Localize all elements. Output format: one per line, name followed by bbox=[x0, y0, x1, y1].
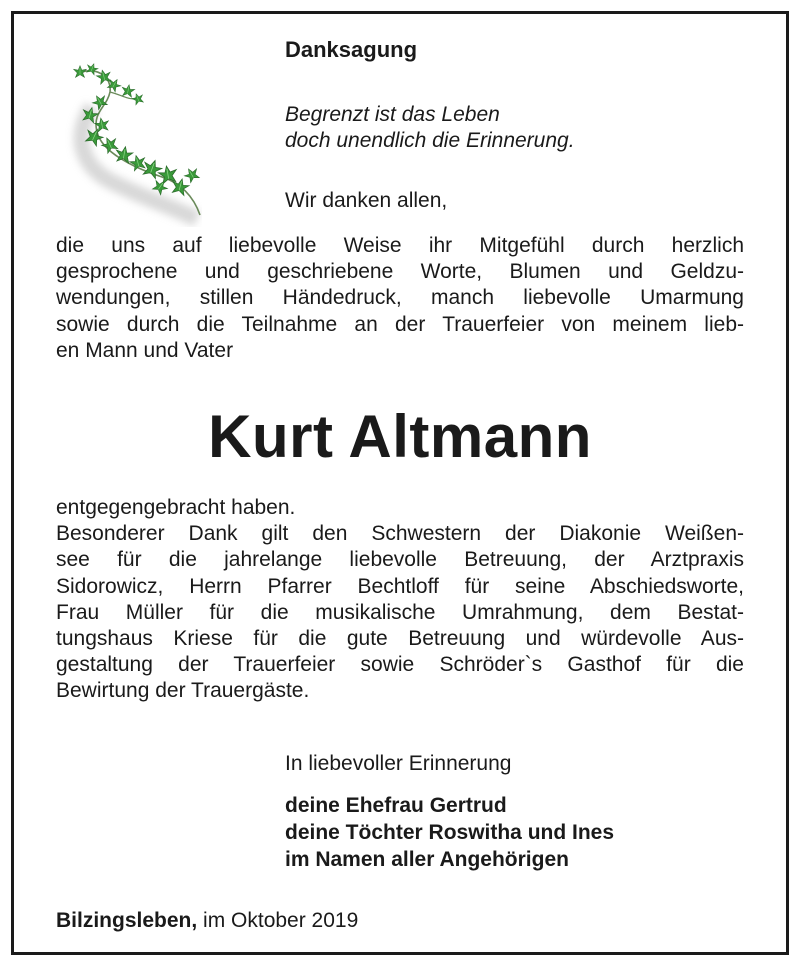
text-line: Frau Müller für die musikalische Umrahmung, dem Bestat- bbox=[56, 600, 744, 624]
signer: im Namen aller Angehörigen bbox=[285, 848, 569, 871]
obituary-card bbox=[11, 11, 789, 955]
text-line: entgegengebracht haben. bbox=[56, 496, 296, 519]
ivy-branch-icon bbox=[52, 47, 202, 227]
thanks-intro: Wir danken allen, bbox=[285, 189, 448, 212]
text-line: en Mann und Vater bbox=[56, 338, 234, 362]
signers bbox=[285, 792, 614, 873]
text-line: Bewirtung der Trauergäste. bbox=[56, 679, 310, 703]
closing-line: In liebevoller Erinnerung bbox=[285, 752, 512, 775]
text-line: Besonderer Dank gilt den Schwestern der Diakonie Weißen- bbox=[56, 522, 744, 546]
place-date bbox=[56, 909, 358, 933]
notice-title: Danksagung bbox=[285, 37, 418, 62]
text-line: wendungen, stillen Händedruck, manch liebevolle Umarmung bbox=[56, 286, 744, 310]
quote bbox=[285, 102, 575, 154]
thanks-paragraph-2 bbox=[56, 495, 744, 705]
place: Bilzingsleben, bbox=[56, 909, 198, 932]
date: im Oktober 2019 bbox=[203, 909, 359, 932]
quote-line: Begrenzt ist das Leben bbox=[285, 103, 500, 126]
text-line: gesprochene und geschriebene Worte, Blumen und Geldzu- bbox=[56, 260, 744, 284]
text-line: tungshaus Kriese für die gute Betreuung und würdevolle Aus- bbox=[56, 627, 744, 651]
quote-line: doch unendlich die Erinnerung. bbox=[285, 129, 575, 152]
thanks-paragraph-1 bbox=[56, 233, 744, 364]
deceased-name: Kurt Altmann bbox=[208, 403, 592, 470]
signer: deine Ehefrau Gertrud bbox=[285, 794, 507, 817]
text-line: Sidorowicz, Herrn Pfarrer Bechtloff für seine Abschiedsworte, bbox=[56, 574, 744, 598]
text-line: sowie durch die Teilnahme an der Trauerfeier von meinem lieb- bbox=[56, 312, 744, 336]
signer: deine Töchter Roswitha und Ines bbox=[285, 821, 615, 844]
text-line: die uns auf liebevolle Weise ihr Mitgefühl durch herzlich bbox=[56, 234, 744, 257]
text-line: gestaltung der Trauerfeier sowie Schröder`s Gasthof für die bbox=[56, 653, 744, 677]
text-line: see für die jahrelange liebevolle Betreuung, der Arztpraxis bbox=[56, 548, 744, 572]
